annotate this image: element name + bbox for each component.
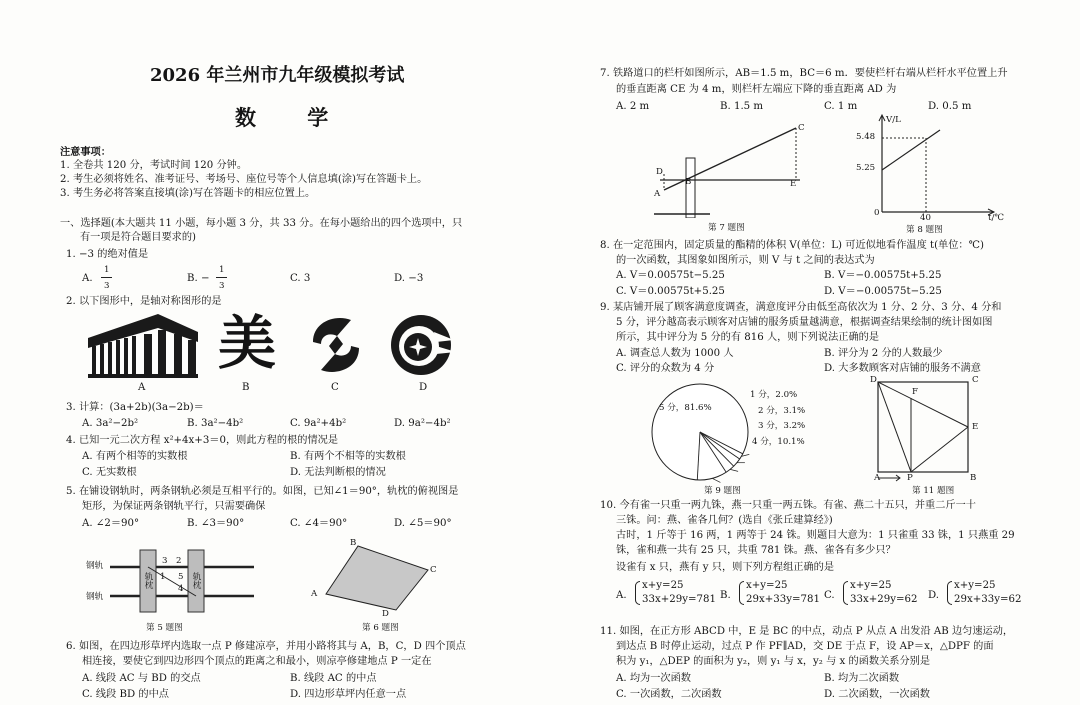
q10-option-c-row1: x+y=25 xyxy=(850,580,892,591)
q8-stem: 8. 在一定范围内，固定质量的酯精的体积 V(单位：L) 可近似地看作温度 t(单位：℃) xyxy=(600,240,984,251)
q8-option-d: D. V＝−0.00575t−5.25 xyxy=(824,286,942,297)
notes-heading: 注意事项： xyxy=(60,146,111,158)
q10-option-d-brace xyxy=(947,581,952,605)
q1-option-a: A. xyxy=(82,273,93,284)
figure-6-caption: 第 6 题图 xyxy=(362,623,399,633)
q2-logo-b: 美 xyxy=(218,309,277,377)
q4-option-b: B. 有两个不相等的实数根 xyxy=(290,451,406,462)
fig5-angle-5: 5 xyxy=(178,572,184,582)
figure-8-caption: 第 8 题图 xyxy=(906,225,943,235)
q10-option-a-row1: x+y=25 xyxy=(642,580,684,591)
q1-frac-a-den: 3 xyxy=(104,281,110,291)
q11-option-b: B. 均为二次函数 xyxy=(824,673,900,684)
q1-frac-a-num: 1 xyxy=(104,265,110,275)
swirl-top xyxy=(313,318,351,344)
q5-stem-cont: 矩形，为保证两条钢轨平行，只需要确保 xyxy=(82,501,266,512)
fig7-label-a: A xyxy=(654,189,661,199)
figure-5 xyxy=(84,544,254,614)
figure-7 xyxy=(650,118,810,218)
q1-frac-b-bar xyxy=(216,277,227,278)
q7-option-c: C. 1 m xyxy=(824,101,858,112)
q10-option-c-row2: 33x+29y=62 xyxy=(850,594,918,605)
q10-stem-cont-3: 铢，雀和燕一共有 25 只，共重 781 铢。燕、雀各有多少只？ xyxy=(616,545,896,556)
q10-option-b-brace xyxy=(739,581,744,605)
q10-option-b-row1: x+y=25 xyxy=(746,580,788,591)
q2-label-b: B xyxy=(242,382,250,393)
pie-label-5: 5 分，81.6% xyxy=(659,403,712,413)
q10-option-d-row1: x+y=25 xyxy=(954,580,996,591)
q1-option-b: B. − xyxy=(187,273,210,284)
q10-option-a-row2: 33x+29y=781 xyxy=(642,594,716,605)
q1-frac-b-num: 1 xyxy=(219,265,225,275)
fig6-label-b: B xyxy=(350,538,357,548)
fig7-label-b: B xyxy=(685,177,692,187)
note-item: 2. 考生必须将姓名、准考证号、考场号、座位号等个人信息填(涂)写在答题卡上。 xyxy=(60,174,428,185)
fig8-ylabel: V/L xyxy=(886,115,901,125)
fig7-label-e: E xyxy=(790,179,797,189)
quadrilateral xyxy=(326,546,428,610)
q8-option-c: C. V＝0.00575t+5.25 xyxy=(616,286,725,297)
q1-frac-a-bar xyxy=(101,277,112,278)
q7-option-a: A. 2 m xyxy=(616,101,650,112)
q10-stem-cont: 三铢。问：燕、雀各几何？(选自《张丘建算经》) xyxy=(616,515,833,526)
fig5-label-rail-bottom: 钢轨 xyxy=(86,592,104,602)
fig8-x1: 40 xyxy=(920,213,931,223)
section-heading-cont: 有一项是符合题目要求的) xyxy=(80,232,197,243)
building-base xyxy=(88,374,198,378)
q3-option-d: D. 9a²−4b² xyxy=(394,418,451,429)
q10-stem: 10. 今有雀一只重一两九铢，燕一只重一两五铢。有雀、燕二十五只，并重二斤一十 xyxy=(600,500,976,511)
q2-figure-a xyxy=(88,312,198,378)
q3-option-b: B. 3a²−4b² xyxy=(187,418,244,429)
figure-11 xyxy=(874,378,984,488)
q10-stem-cont-2: 古时，1 斤等于 16 两，1 两等于 24 铢。则题目大意为：1 只雀重 33 铢，1 只燕重 29 xyxy=(616,530,1015,541)
q5-stem: 5. 在铺设钢轨时，两条钢轨必须是互相平行的。如图，已知∠1＝90°，轨枕的俯视图是 xyxy=(66,486,459,497)
q8-option-a: A. V＝0.00575t−5.25 xyxy=(616,270,725,281)
q2-label-d: D xyxy=(419,382,428,393)
q1-frac-b-den: 3 xyxy=(219,281,225,291)
seg-pe xyxy=(911,427,968,472)
q10-option-d-label: D. xyxy=(928,590,940,601)
figure-7-caption: 第 7 题图 xyxy=(708,223,745,233)
q3-stem: 3. 计算：(3a+2b)(3a−2b)＝ xyxy=(66,402,204,413)
fig11-label-b: B xyxy=(970,473,977,483)
q8-stem-cont: 的一次函数，其图象如图所示，则 V 与 t 之间的表达式为 xyxy=(616,255,875,266)
q11-stem-cont: 到达点 B 时停止运动，过点 P 作 PF∥AD，交 DE 于点 F，设 AP＝x，△DPF 的面 xyxy=(616,641,994,652)
q4-option-a: A. 有两个相等的实数根 xyxy=(82,451,188,462)
fig5-label-sleeper-2: 轨枕 xyxy=(191,572,201,590)
q3-option-c: C. 9a²+4b² xyxy=(290,418,347,429)
note-item: 3. 考生务必将答案直接填(涂)写在答题卡的相应位置上。 xyxy=(60,188,316,199)
q7-option-d: D. 0.5 m xyxy=(928,101,972,112)
swirl-bottom xyxy=(321,346,359,372)
q7-option-b: B. 1.5 m xyxy=(720,101,764,112)
pie-label-3: 3 分，3.2% xyxy=(758,421,806,431)
q6-stem: 6. 如图，在四边形草坪内选取一点 P 修建凉亭，并用小路将其与 A，B，C，D 四个顶点 xyxy=(66,641,466,652)
q10-option-a-brace xyxy=(635,581,640,605)
fig11-label-c: C xyxy=(972,375,979,385)
q10-stem-cont-4: 设雀有 x 只，燕有 y 只，则下列方程组正确的是 xyxy=(616,562,835,573)
exam-title: 2026 年兰州市九年级模拟考试 xyxy=(150,65,405,86)
fig11-label-p: P xyxy=(907,473,913,483)
q9-stem-cont-2: 所示，其中评分为 5 分的有 816 人，则下列说法正确的是 xyxy=(616,332,880,343)
pie-leader-3 xyxy=(730,469,738,471)
q3-option-a: A. 3a²−2b² xyxy=(82,418,139,429)
q2-label-a: A xyxy=(138,382,146,393)
q6-stem-cont: 相连接，要使它到四边形四个顶点的距离之和最小，则凉亭修建地点 P 一定在 xyxy=(82,656,432,667)
q10-option-d-row2: 29x+33y=62 xyxy=(954,594,1022,605)
fig5-angle-3: 3 xyxy=(162,556,168,566)
pie-label-4: 4 分，10.1% xyxy=(752,437,805,447)
q7-stem: 7. 铁路道口的栏杆如图所示，AB＝1.5 m，BC＝6 m．要使栏杆右端从栏杆水平位置上升 xyxy=(600,68,1008,79)
fig6-label-c: C xyxy=(430,565,437,575)
pie-label-1: 1 分，2.0% xyxy=(750,390,798,400)
q9-option-a: A. 调查总人数为 1000 人 xyxy=(616,348,734,359)
q10-option-b-row2: 29x+33y=781 xyxy=(746,594,820,605)
fig11-label-d: D xyxy=(870,375,877,385)
graph-line xyxy=(882,130,940,170)
q5-option-d: D. ∠5＝90° xyxy=(394,518,452,529)
q9-stem-cont: 5 分，评分越高表示顾客对店铺的服务质量越满意，根据调查结果绘制的统计图如图 xyxy=(616,317,993,328)
barrier-arm xyxy=(664,128,796,190)
q6-option-a: A. 线段 AC 与 BD 的交点 xyxy=(82,673,201,684)
section-heading: 一、选择题(本大题共 11 小题，每小题 3 分，共 33 分。在每小题给出的四个选项中，只 xyxy=(60,218,463,229)
swirl-center xyxy=(329,336,343,354)
figure-11-caption: 第 11 题图 xyxy=(912,486,955,496)
q11-option-d: D. 二次函数，一次函数 xyxy=(824,689,930,700)
q4-option-d: D. 无法判断根的情况 xyxy=(290,467,386,478)
fig8-y1: 5.48 xyxy=(856,132,876,142)
fig6-label-a: A xyxy=(311,589,318,599)
q4-option-c: C. 无实数根 xyxy=(82,467,137,478)
fig8-y2: 5.25 xyxy=(856,163,876,173)
q2-figure-c xyxy=(307,314,365,376)
fig11-label-a: A xyxy=(874,473,881,483)
fig5-angle-1: 1 xyxy=(160,572,166,582)
q10-option-b-label: B. xyxy=(720,590,731,601)
fig5-label-rail-top: 钢轨 xyxy=(86,561,104,571)
q10-option-c-brace xyxy=(843,581,848,605)
q9-option-c: C. 评分的众数为 4 分 xyxy=(616,363,715,374)
q11-stem: 11. 如图，在正方形 ABCD 中，E 是 BC 的中点，动点 P 从点 A 出发沿 AB 边匀速运动， xyxy=(600,626,1014,637)
fig6-label-d: D xyxy=(382,609,389,619)
q11-stem-cont-2: 积为 y₁，△DEP 的面积为 y₂，则 y₁ 与 x，y₂ 与 x 的函数关系分别是 xyxy=(616,656,931,667)
q1-option-d: D. −3 xyxy=(394,273,424,284)
figure-9-caption: 第 9 题图 xyxy=(704,486,741,496)
exam-subject: 数 学 xyxy=(235,105,351,130)
q2-stem: 2. 以下图形中，是轴对称图形的是 xyxy=(66,296,222,307)
q10-option-a-label: A. xyxy=(616,590,627,601)
pie-label-2: 2 分，3.1% xyxy=(758,406,806,416)
q9-stem: 9. 某店铺开展了顾客满意度调查，满意度评分由低至高依次为 1 分、2 分、3 分、4 分和 xyxy=(600,302,1002,313)
fig8-origin: 0 xyxy=(874,208,880,218)
q8-option-b: B. V＝−0.00575t+5.25 xyxy=(824,270,942,281)
pie-leader-4 xyxy=(712,478,720,482)
q2-label-c: C xyxy=(331,382,339,393)
fig5-angle-4: 4 xyxy=(178,584,184,594)
q6-option-d: D. 四边形草坪内任意一点 xyxy=(290,689,407,700)
q1-stem: 1. −3 的绝对值是 xyxy=(66,249,149,260)
q9-option-d: D. 大多数顾客对店铺的服务不满意 xyxy=(824,363,981,374)
q5-option-c: C. ∠4＝90° xyxy=(290,518,348,529)
q5-option-a: A. ∠2＝90° xyxy=(82,518,140,529)
fig11-label-e: E xyxy=(972,422,979,432)
post xyxy=(686,158,695,218)
fig7-label-d: D xyxy=(656,167,663,177)
fig5-angle-2: 2 xyxy=(176,556,182,566)
q11-option-a: A. 均为一次函数 xyxy=(616,673,691,684)
square xyxy=(878,382,968,472)
q6-option-c: C. 线段 BD 的中点 xyxy=(82,689,169,700)
q1-option-c: C. 3 xyxy=(290,273,311,284)
figure-8 xyxy=(878,112,998,222)
q9-option-b: B. 评分为 2 分的人数最少 xyxy=(824,348,943,359)
note-item: 1. 全卷共 120 分，考试时间 120 分钟。 xyxy=(60,160,248,171)
q5-option-b: B. ∠3＝90° xyxy=(187,518,245,529)
figure-5-caption: 第 5 题图 xyxy=(146,623,183,633)
right-column xyxy=(540,0,1080,705)
fig5-label-sleeper-1: 轨枕 xyxy=(143,572,153,590)
q2-figure-d xyxy=(388,312,458,378)
q4-stem: 4. 已知一元二次方程 x²+4x+3＝0，则此方程的根的情况是 xyxy=(66,435,339,446)
q6-option-b: B. 线段 AC 的中点 xyxy=(290,673,377,684)
q7-stem-cont: 的垂直距离 CE 为 4 m，则栏杆左端应下降的垂直距离 AD 为 xyxy=(616,84,897,95)
fig8-xlabel: t/℃ xyxy=(988,213,1004,223)
q10-option-c-label: C. xyxy=(824,590,835,601)
fig7-label-c: C xyxy=(798,123,805,133)
q11-option-c: C. 一次函数，二次函数 xyxy=(616,689,722,700)
fig11-label-f: F xyxy=(912,387,918,397)
